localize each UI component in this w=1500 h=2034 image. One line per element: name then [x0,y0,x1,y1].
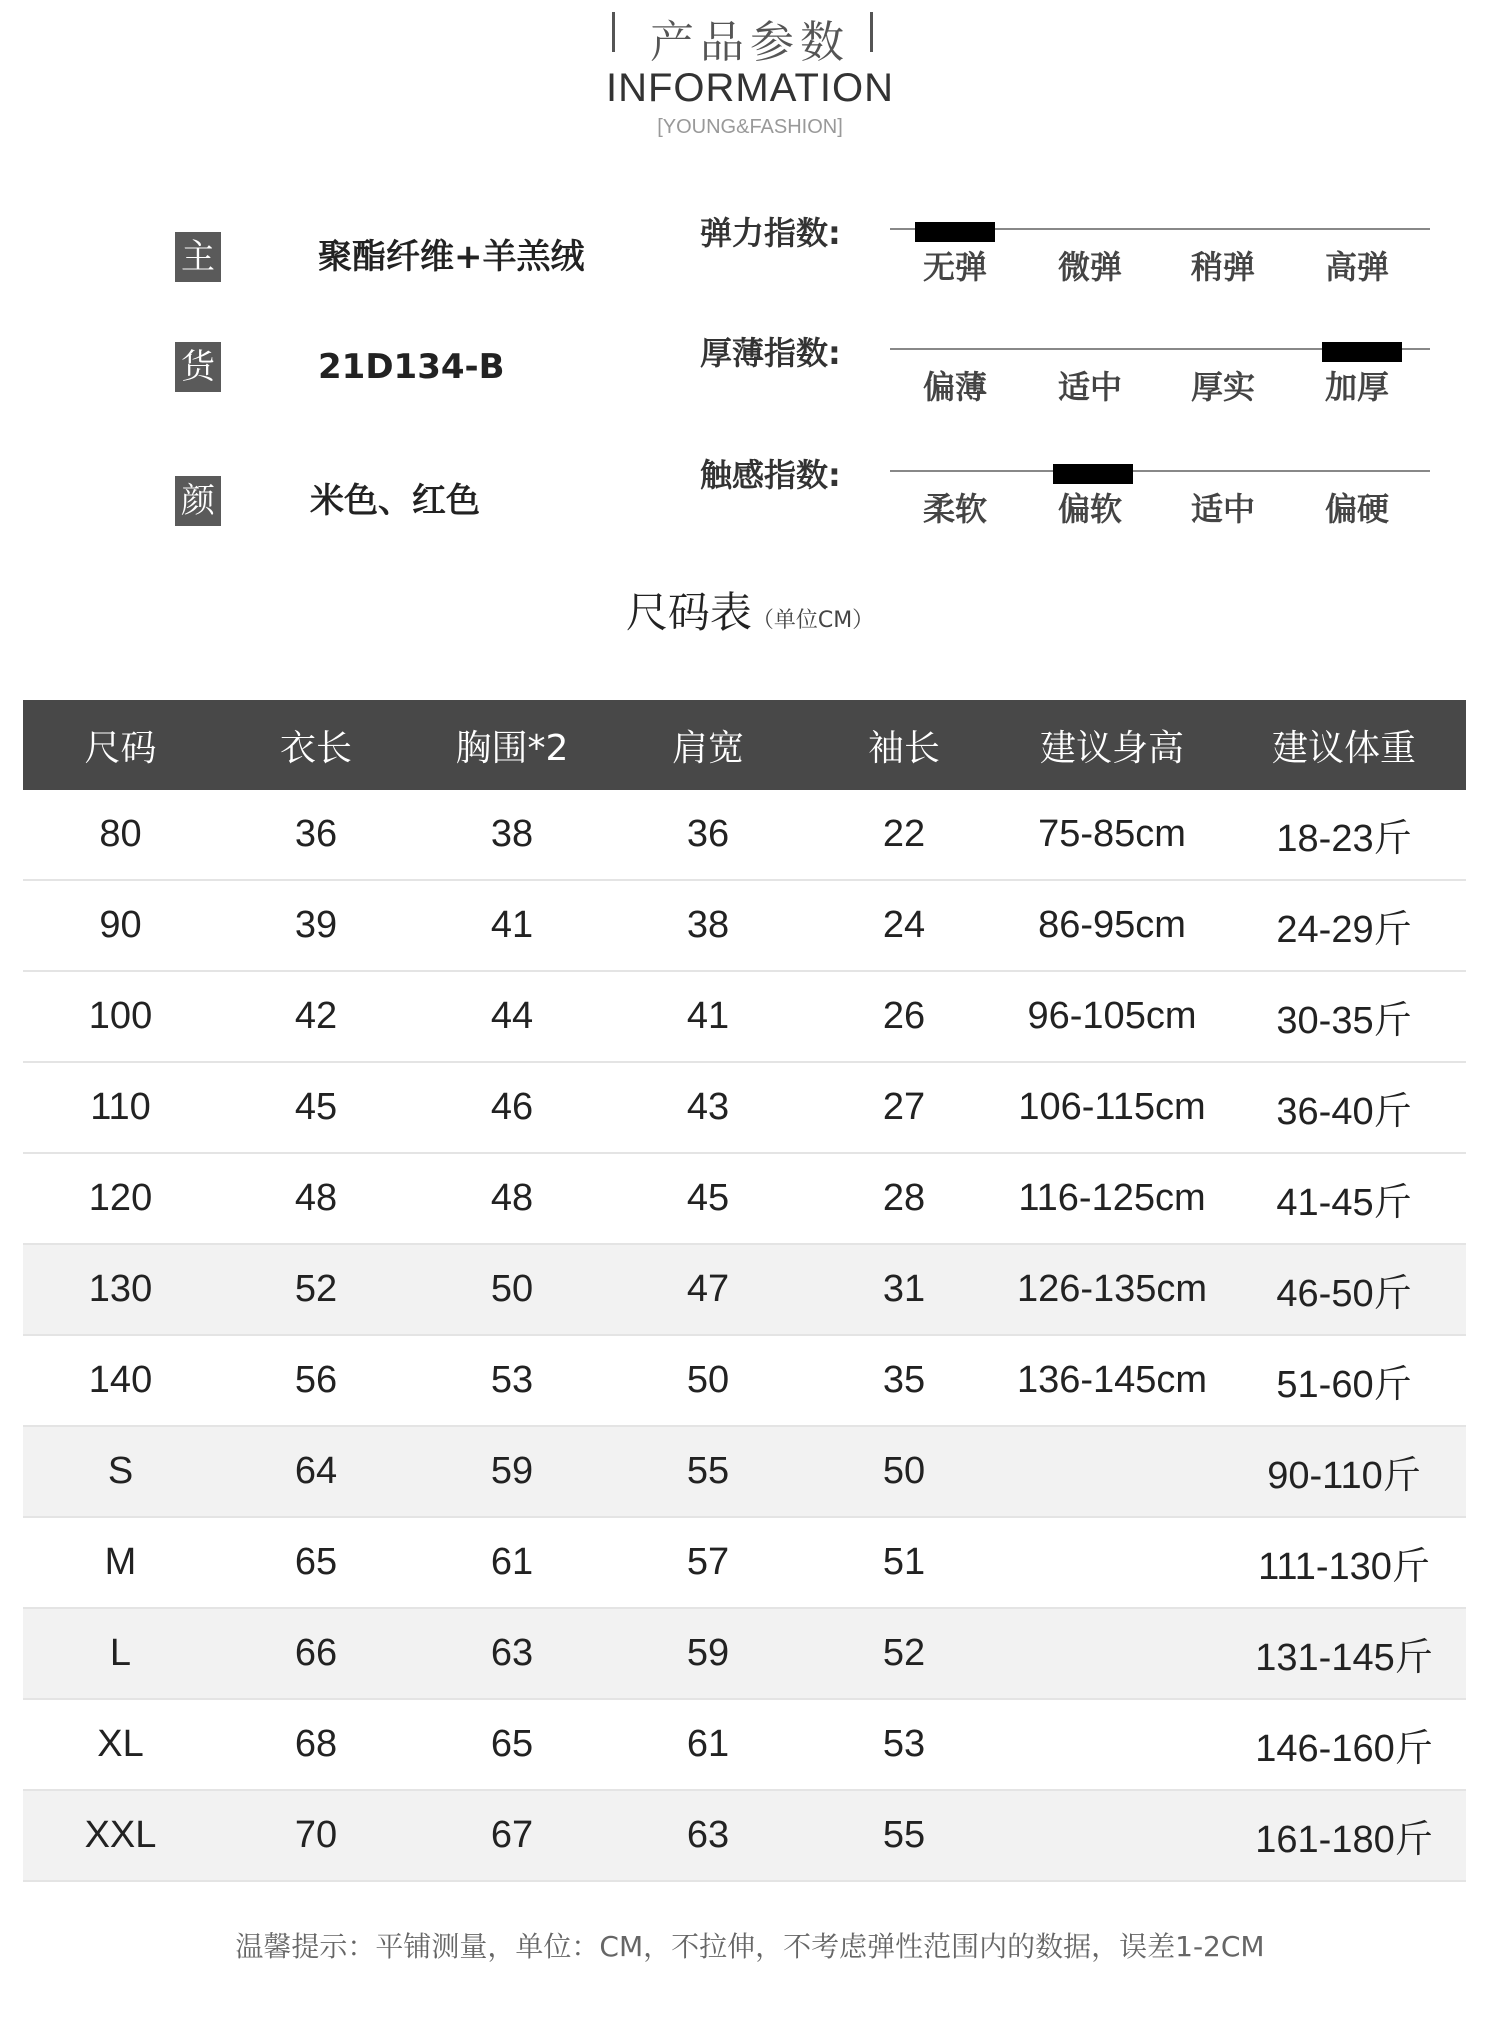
cell-size: 120 [88,1177,153,1219]
item-no-value: 21D134-B [318,347,505,387]
cell-height: 106-115cm [1018,1086,1206,1128]
header-chest: 胸围*2 [455,727,569,769]
material-value: 聚酯纤维+羊羔绒 [318,237,585,277]
table-row [23,1609,1466,1700]
cell-weight: 161-180斤 [1255,1819,1433,1861]
cell-height [1002,1791,1222,1880]
cell-shoulder: 63 [686,1814,730,1856]
table-row [23,790,1466,881]
cell-height [1002,1609,1222,1698]
cell-size: S [107,1450,134,1492]
cell-weight: 36-40斤 [1276,1091,1412,1133]
measurement-tip: 温馨提示：平铺测量，单位：CM，不拉伸，不考虑弹性范围内的数据，误差1-2CM [235,1930,1265,1963]
header [0,0,1500,150]
cell-length: 42 [294,995,338,1037]
elasticity-option: 稍弹 [1190,248,1255,286]
cell-chest: 67 [490,1814,534,1856]
softness-marker [1053,464,1133,484]
size-table-header [23,700,1466,790]
table-row [23,1336,1466,1427]
cell-shoulder: 55 [686,1450,730,1492]
size-chart-title [0,580,1500,640]
cell-length: 36 [294,813,338,855]
color-value: 米色、红色 [310,481,480,521]
table-row [23,881,1466,972]
header-height: 建议身高 [1039,727,1184,769]
color-label: 颜色 [175,476,221,526]
cell-length: 64 [294,1450,338,1492]
young-fashion-subtitle: [YOUNG&FASHION] [657,116,843,138]
cell-weight: 24-29斤 [1276,909,1412,951]
cell-shoulder: 59 [686,1632,730,1674]
cell-chest: 41 [490,904,534,946]
cell-height: 116-125cm [1018,1177,1206,1219]
cell-length: 68 [294,1723,338,1765]
thickness-option: 适中 [1057,368,1122,406]
cell-size: M [104,1541,137,1583]
thickness-option: 加厚 [1324,368,1389,406]
cell-sleeve: 28 [882,1177,926,1219]
cell-height: 126-135cm [1016,1268,1208,1310]
elasticity-option: 高弹 [1324,248,1389,286]
header-weight: 建议体重 [1271,727,1416,769]
cell-sleeve: 51 [882,1541,926,1583]
table-row [23,1154,1466,1245]
table-row [23,1427,1466,1518]
cell-sleeve: 31 [882,1268,926,1310]
cell-chest: 44 [490,995,534,1037]
cell-sleeve: 26 [882,995,926,1037]
cell-weight: 111-130斤 [1258,1546,1430,1588]
thickness-index [700,328,1430,418]
elasticity-marker [915,222,995,242]
softness-option: 柔软 [922,490,987,528]
cell-sleeve: 27 [882,1086,926,1128]
elasticity-index [700,208,1430,298]
softness-index-title: 触感指数: [700,456,841,494]
thickness-option: 偏薄 [922,368,987,406]
cell-weight: 30-35斤 [1276,1000,1412,1042]
product-params-title: 产品参数 [650,17,850,68]
cell-size: 100 [88,995,153,1037]
cell-height [1002,1518,1222,1607]
cell-chest: 50 [490,1268,534,1310]
header-size: 尺码 [84,727,157,769]
cell-sleeve: 52 [882,1632,926,1674]
divider-bar-right [870,12,873,52]
cell-shoulder: 50 [686,1359,730,1401]
cell-length: 70 [294,1814,338,1856]
header-length: 衣长 [279,727,352,769]
size-table [23,700,1466,1882]
softness-option: 适中 [1190,490,1255,528]
cell-size: L [109,1632,132,1674]
header-sleeve: 袖长 [867,727,940,769]
information-title: INFORMATION [605,66,894,110]
cell-weight: 131-145斤 [1255,1637,1433,1679]
cell-weight: 90-110斤 [1267,1455,1421,1497]
cell-size: 140 [88,1359,153,1401]
cell-size: 80 [99,813,142,855]
cell-shoulder: 43 [686,1086,730,1128]
softness-scale-line [890,470,1430,472]
cell-weight: 18-23斤 [1276,818,1412,860]
thickness-index-title: 厚薄指数: [700,334,841,372]
cell-chest: 46 [490,1086,534,1128]
softness-index [700,450,1430,540]
cell-weight: 41-45斤 [1276,1182,1412,1224]
cell-chest: 61 [490,1541,534,1583]
table-row [23,1791,1466,1882]
cell-chest: 53 [490,1359,534,1401]
cell-shoulder: 36 [686,813,730,855]
size-table-body [23,790,1466,1882]
cell-shoulder: 47 [686,1268,730,1310]
table-row [23,1245,1466,1336]
size-chart-title-text: 尺码表 [625,588,752,637]
item-no-label: 货号 [175,342,221,392]
cell-length: 45 [294,1086,338,1128]
cell-shoulder: 41 [686,995,730,1037]
cell-shoulder: 61 [686,1723,730,1765]
cell-weight: 146-160斤 [1255,1728,1433,1770]
cell-sleeve: 35 [882,1359,926,1401]
cell-length: 66 [294,1632,338,1674]
cell-chest: 48 [490,1177,534,1219]
cell-weight: 51-60斤 [1276,1364,1412,1406]
cell-height [1002,1427,1222,1516]
cell-length: 56 [294,1359,338,1401]
table-row [23,1700,1466,1791]
cell-chest: 63 [490,1632,534,1674]
cell-height: 136-145cm [1016,1359,1208,1401]
cell-length: 39 [294,904,338,946]
cell-chest: 59 [490,1450,534,1492]
cell-chest: 38 [490,813,534,855]
elasticity-index-title: 弹力指数: [700,214,841,252]
softness-option: 偏硬 [1324,490,1389,528]
cell-length: 48 [294,1177,338,1219]
cell-shoulder: 38 [686,904,730,946]
table-row [23,1063,1466,1154]
cell-size: XXL [84,1814,157,1856]
cell-weight: 46-50斤 [1276,1273,1412,1315]
cell-length: 52 [294,1268,338,1310]
cell-sleeve: 53 [882,1723,926,1765]
cell-sleeve: 55 [882,1814,926,1856]
cell-height: 96-105cm [1027,995,1197,1037]
size-chart-unit: （单位CM） [751,608,875,633]
cell-size: XL [97,1723,144,1765]
cell-chest: 65 [490,1723,534,1765]
cell-sleeve: 50 [882,1450,926,1492]
cell-shoulder: 57 [686,1541,730,1583]
table-row [23,1518,1466,1609]
elasticity-option: 微弹 [1057,248,1122,286]
cell-sleeve: 22 [882,813,926,855]
cell-size: 90 [99,904,142,946]
cell-size: 130 [88,1268,153,1310]
table-row [23,972,1466,1063]
cell-height: 75-85cm [1038,813,1186,855]
thickness-option: 厚实 [1190,368,1255,406]
cell-height [1002,1700,1222,1789]
cell-length: 65 [294,1541,338,1583]
header-shoulder: 肩宽 [671,727,744,769]
cell-shoulder: 45 [686,1177,730,1219]
cell-size: 110 [90,1086,151,1128]
cell-sleeve: 24 [882,904,926,946]
thickness-marker [1322,342,1402,362]
softness-option: 偏软 [1057,490,1122,528]
elasticity-option: 无弹 [922,248,987,286]
material-label: 主料 [175,232,221,282]
cell-height: 86-95cm [1038,904,1186,946]
